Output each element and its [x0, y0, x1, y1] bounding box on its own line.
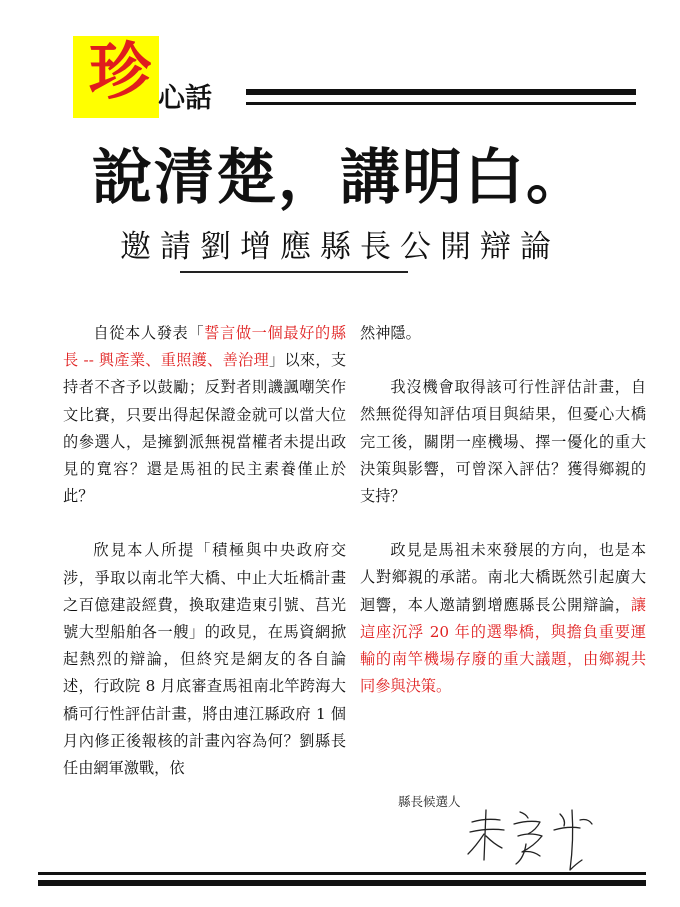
highlighted-slogan: 誓言做一個最好的縣長 -- 興產業、重照護、善治理	[63, 324, 346, 370]
logo-character: 珍	[88, 35, 151, 108]
signature	[462, 800, 612, 880]
text-run: 政見是馬祖未來發展的方向，也是本人對鄉親的承諾。南北大橋既然引起廣大迴響，本人邀請劉增應縣長公開辯論，	[360, 541, 646, 614]
paragraph: 欣見本人所提「積極與中央政府交涉，爭取以南北竿大橋、中止大坵橋計畫之百億建設經費，換取建造東引號、莒光號大型船舶各一艘」的政見，在馬資網掀起熱烈的辯論，但終究是網友的各自論述，行政院 8 月底審查馬祖南北竿跨海大橋可行性評估計畫，將由連江縣政府 1 個月內修正後報核的計畫內容為何？劉縣長任由網軍激戰，依	[63, 541, 346, 778]
text-run: 」以來，支持者不吝予以鼓勵；反對者則譏諷嘲笑作文比賽，只要出得起保證金就可以當大位的參選人，是擁劉派無視當權者未提出政見的寬容？還是馬祖的民主素養僅止於此？	[63, 351, 347, 506]
paragraph: 然神隱。	[360, 324, 421, 342]
highlighted-statement: 讓這座沉浮 20 年的選舉橋，與擔負重要運輸的南竿機場存廢的重大議題，由鄉親共同參與決策。	[360, 595, 646, 696]
article-left-column	[63, 320, 346, 782]
paragraph	[360, 537, 646, 700]
header-rule-thin	[246, 102, 636, 105]
headline: 說清楚，講明白。	[92, 143, 588, 213]
candidate-label: 縣長候選人	[398, 794, 461, 809]
footer-rule-thin	[38, 872, 646, 875]
subhead-underline	[180, 271, 408, 273]
subheadline: 邀請劉增應縣長公開辯論	[120, 229, 560, 265]
column-title: 心話	[158, 83, 212, 114]
paragraph	[63, 320, 346, 510]
footer-rule-thick	[38, 880, 646, 886]
paragraph: 我沒機會取得該可行性評估計畫，自然無從得知評估項目與結果，但憂心大橋完工後，關閉一座機場、擇一優化的重大決策與影響，可曾深入評估？獲得鄉親的支持？	[360, 378, 646, 506]
header-rule-thick	[246, 89, 636, 95]
article-right-column	[360, 320, 646, 700]
text-run: 自從本人發表「	[93, 324, 205, 342]
